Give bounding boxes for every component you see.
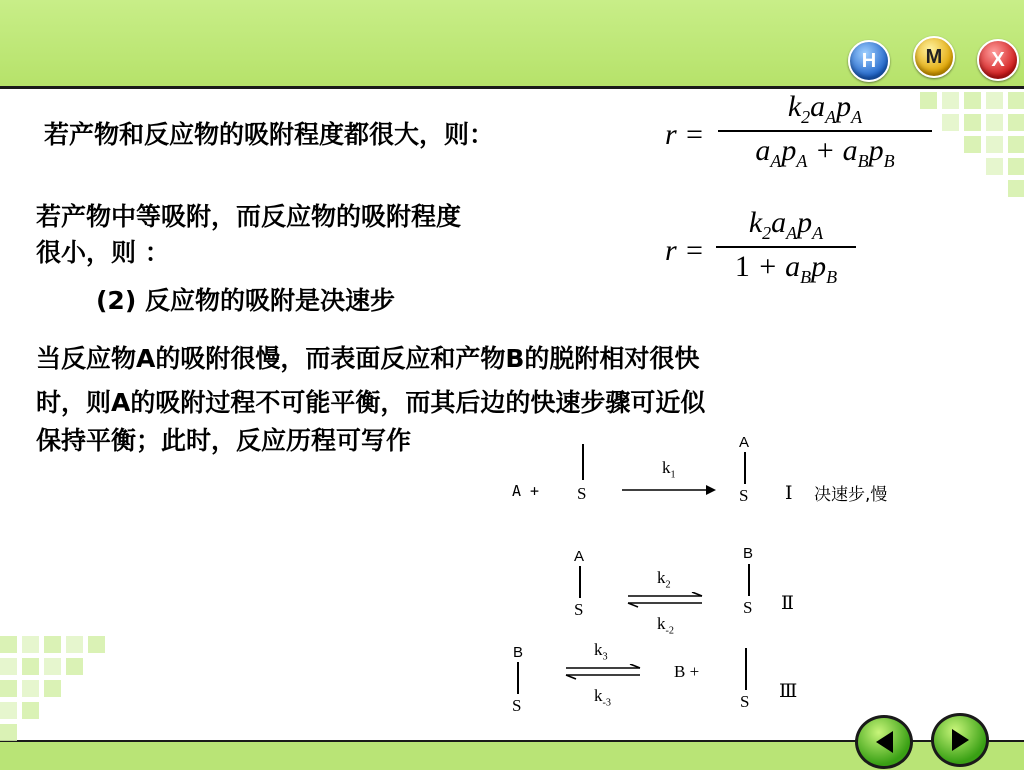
surface-bond: [582, 444, 584, 480]
surface-bond: [744, 452, 746, 484]
paragraph-line3: 保持平衡；此时，反应历程可写作: [36, 426, 412, 455]
formula2-lhs: r =: [665, 234, 705, 267]
previous-slide-button[interactable]: [855, 715, 913, 769]
paragraph-line2: 时，则A的吸附过程不可能平衡，而其后边的快速步骤可近似: [36, 388, 706, 417]
step3-reverse-constant: $k_{-3}$: [594, 686, 611, 709]
paragraph-line1: 当反应物A的吸附很慢，而表面反应和产物B的脱附相对很快: [36, 344, 700, 373]
surface-bond: [745, 648, 747, 690]
next-slide-button[interactable]: [931, 713, 989, 767]
section-heading: (2) 反应物的吸附是决速步: [96, 286, 395, 315]
formula2-numerator: $k_2a_Ap_A$: [748, 206, 824, 243]
home-button[interactable]: [848, 40, 890, 82]
triangle-right-icon: [949, 727, 971, 753]
formula1-lhs: r =: [665, 118, 705, 151]
formula1-denominator: $a_Ap_A + a_Bp_B$: [755, 134, 895, 171]
text-line1: 若产物和反应物的吸附程度都很大，则：: [44, 120, 495, 149]
step2-left-adsorbate: A: [574, 548, 585, 565]
triangle-left-icon: [873, 729, 895, 755]
text-line2a: 若产物中等吸附，而反应物的吸附程度: [36, 202, 462, 231]
equilibrium-arrows-icon: [564, 664, 642, 680]
step1-reactant: A +: [512, 482, 540, 500]
home-label: H: [861, 49, 877, 72]
menu-button[interactable]: [913, 36, 955, 78]
step2-reverse-constant: $k_{-2}$: [657, 614, 674, 637]
forward-arrow-icon: [622, 482, 718, 498]
step1-adsorbate: A: [739, 434, 750, 451]
surface-bond: [517, 662, 519, 694]
step3-left-site: S: [512, 696, 522, 715]
formula1-numerator: $k_2a_Ap_A$: [787, 90, 863, 127]
surface-bond: [579, 566, 581, 598]
step2-right-site: S: [743, 598, 753, 617]
step3-product: B +: [674, 662, 700, 681]
step1-product-site: S: [739, 486, 749, 505]
exit-button[interactable]: [977, 39, 1019, 81]
text-line2b: 很小，则 ：: [36, 238, 170, 267]
step2-left-site: S: [574, 600, 584, 619]
menu-label: M: [925, 45, 943, 68]
step3-left-adsorbate: B: [513, 644, 524, 661]
step3-label: Ⅲ: [779, 681, 798, 702]
step1-label: Ⅰ: [785, 483, 793, 504]
step3-right-site: S: [740, 692, 750, 711]
step2-forward-constant: $k_2$: [657, 568, 671, 591]
step2-right-adsorbate: B: [743, 545, 754, 562]
surface-bond: [748, 564, 750, 596]
step1-rate-constant: $k_1$: [662, 458, 676, 481]
step1-site: S: [577, 484, 587, 503]
equilibrium-arrows-icon: [626, 592, 704, 608]
step3-forward-constant: $k_3$: [594, 640, 608, 663]
step2-label: Ⅱ: [781, 593, 794, 614]
step1-note: 决速步,慢: [814, 485, 888, 505]
exit-label: X: [991, 48, 1005, 71]
formula2-denominator: $1 + a_Bp_B$: [734, 250, 838, 287]
